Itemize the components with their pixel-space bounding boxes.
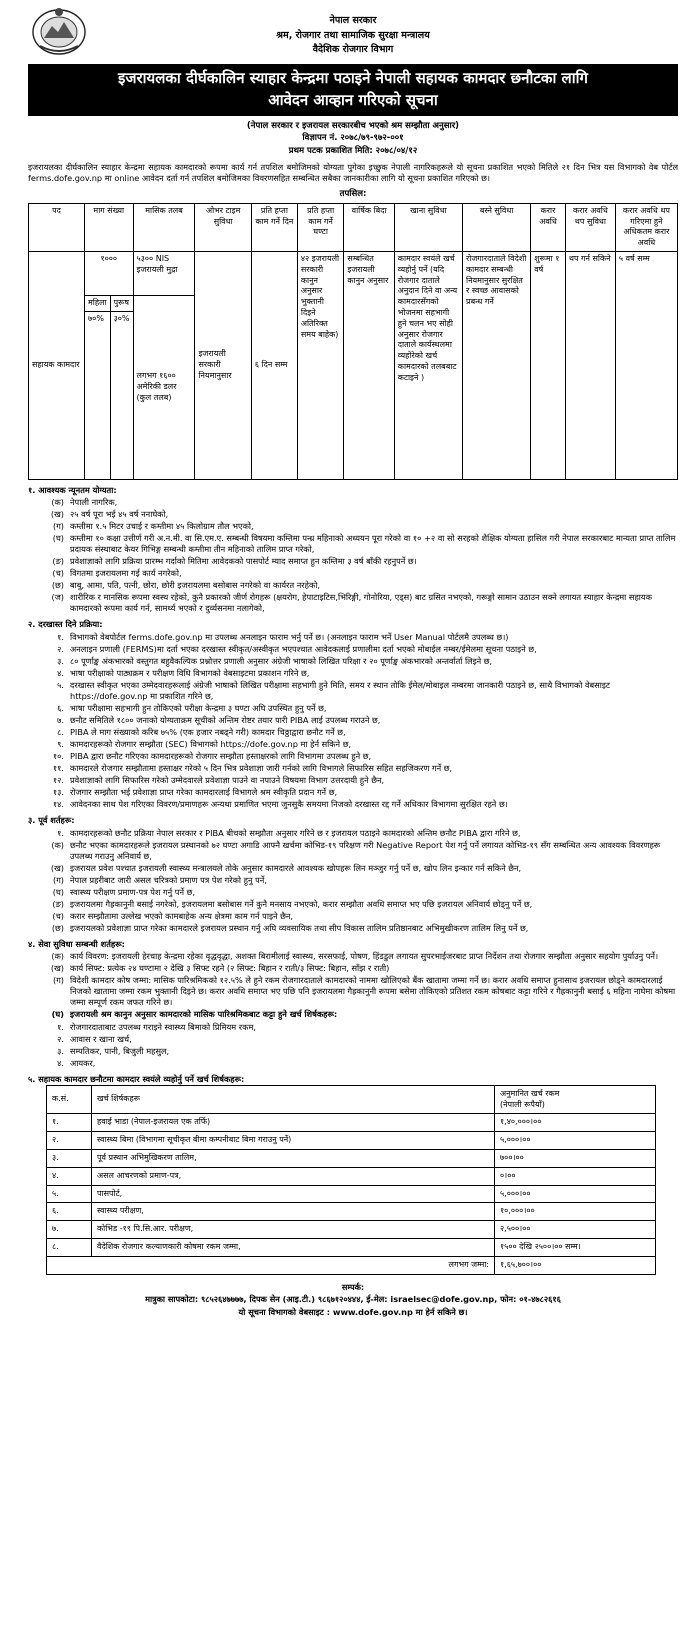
details-table [28,203,678,480]
demand-cell: १००० [85,251,134,295]
col-amount: अनुमानित खर्च रकम (नेपाली रूपैयाँ) [495,1085,656,1114]
section-4-gha-title: (घ) इजरायली श्रम कानुन अनुसार कामदारको मासिक पारिश्रमिकबाट कट्टा हुने खर्च शिर्षकहरू: [51,1009,338,1020]
contract-cell: शुरूमा १ वर्ष [531,251,566,479]
section-2-list [28,632,678,811]
list-item: २. आवास र खाना खर्च, [57,1033,132,1044]
banner-line1: इजरायलका दीर्घकालिन स्याहार केन्द्रमा पठाइने नेपाली सहायक कामदार छनौटका लागि [118,69,588,88]
gov-name: नेपाल सरकार [329,15,377,26]
list-item: ३. ८० पूर्णाङ्क अंकभारको वस्तुगत बहुवैकल्पिक प्रश्नोत्तर प्रणाली अनुसार अंग्रेजी भाषाको लिखित परिक्षा र २० पूर्णाङ्क अंकभारको अन्तर्वार्ता लिइने छ, [57,655,493,666]
list-item: ३. सम्पतिकर, पानी, बिजुली महसुल, [57,1045,170,1056]
total-row [47,1256,656,1274]
col-hours: प्रति हप्ता काम गर्ने घण्टा [297,203,344,251]
published-date: प्रथम पटक प्रकाशित मिति: २०७८/०४/१२ [288,146,418,157]
list-item: (ख) इजरायल प्रवेश पश्चात इजरायली स्वास्थ्य मन्त्रालयले तोके अनुसार कामदारले आवश्यक खोपहरू लिन मञ्जुर गर्नु पर्ने छ, खोप लिन इन्कार गर्न सकिने छैन, [50,862,522,873]
section-4-title [28,939,678,950]
contact-line: मात्रुका सापकोटा: ९८५२६४७७७७, दिपक सेन (आइ.टी.) ९८६७१२०४४४, ई-मेल: israelsec@dofe.gov.np, फोन: ०१-४७८२६१६ [145,1294,561,1305]
list-item: १४. आवेदनका साथ पेश गरिएका विवरण/प्रमाणहरू अन्यथा प्रमाणित भएमा जुनसुकै समयमा निजको दरखास्त रद्द गर्ने अधिकार विभागमा सुरक्षित रहने छ। [52,799,508,810]
list-item: (ख) २५ वर्ष पूरा भई ४५ वर्ष ननाघेको, [50,508,169,519]
col-salary: मासिक तलब [133,203,195,251]
table-row: ३. पूर्व प्रस्थान अभिमुखिकरण तालिम, ७००।०० [47,1150,656,1168]
list-item: (छ) इजरायलको प्रवेशाज्ञा प्राप्त गरेका कामदारले इजरायल प्रस्थान गर्नु अघि व्यवसायिक तथा सीप विकास तालिम प्रतिष्ठानबाट अभिमुखीकरण तालिम लिनु पर्ने छ, [51,923,529,934]
section-2-title [28,619,678,630]
list-item: (घ) स्वास्थ्य परीक्षण प्रमाण-पत्र पेश गर्नु पर्ने छ, [52,886,195,897]
ministry-name: श्रम, रोजगार तथा सामाजिक सुरक्षा मन्त्रालय [276,29,430,41]
section-number: ४. [28,939,36,950]
list-item: २. अनलाइन प्रणाली (FERMS)मा दर्ता भएका दरखास्त स्वीकृत/अस्वीकृत भएपश्चात आवेदकलाई प्रणालीमा दर्ता भएको मोबाईल नम्बर/ईमेलमा सूचना पठाइने छ, [57,643,537,654]
section-5-title: ५. सहायक कामदार छनौटमा कामदार स्वयंले व्यहोर्नु पर्ने खर्च शिर्षकहरू: [28,1073,245,1084]
col-sn: क.सं. [47,1085,92,1114]
total-amount: १,६५,७००।०० [495,1256,656,1274]
col-housing: बस्ने सुविधा [463,203,531,251]
list-item: ११. कामदारले रोजगार सम्झौतामा हस्ताक्षर गरेको ५ दिन भित्र प्रवेशाज्ञा जारी गर्नको लागि विभागले सिफारिस सहित सहजिकरण गर्ने छ, [52,763,453,774]
list-item: (छ) बाबु, आमा, पति, पत्नी, छोरा, छोरी इजरायलमा बसोबास नगरेको वा कार्यरत नरहेको, [51,580,320,591]
contact-block [28,1281,678,1319]
leave-cell: सम्बन्धित इजरायली कानुन अनुसार [344,251,394,479]
section-1-list [28,497,678,615]
list-item: (ग) विदेशी कामदार कोष जम्मा: मासिक पारिश्रमिकको १२.५% ले हुने रकम रोजगारदाताले कामदारको नाममा खोलिएको बैंक खातामा जम्मा गर्ने छ। करार अवधि समाप्त हुनासाथ इजरायल छोड्ने कामदारलाई निजको खातामा जम्मा रकम भुक्तानी दिइने छ। करार अवधि समाप्त भए पछि पनि इजरायलमा गैह्रकानुनी रूपमा बसेमा तोकिएको प्रतिशत रकम कोषबाट कट्टा गरिने र गैह्रकानुनी बसाई ६ महिना नाघेमा कोषमा जम्मा सम्पूर्ण रकम जफत गरिने छ। [53,975,676,1008]
table-caption: तपसिल: [339,189,367,200]
list-item: १३. रोजगार सम्झौता भई प्रवेशाज्ञा प्राप्त गरेका कामदारलाई विभागले श्रम स्वीकृति प्रदान गर्ने छ, [52,787,338,798]
list-item: ५. दरखास्त स्वीकृत भएका उम्मेदवारहरूलाई अंग्रेजी भाषाको लिखित परीक्षामा सहभागी हुने मिति, समय र स्थान तोकि ईमेल/मोबाइल नम्बरमा जानकारी पठाइने छ, साथै विभागको वेबसाइट https://dofe.gov.np मा प्रकाशित गरिने छ, [57,679,611,701]
total-label: लगभग जम्मा: [47,1256,495,1274]
list-item: (च) करार सम्झौतामा उल्लेख भएको कामबाहेक अन्य क्षेत्रमा काम गर्न पाइने छैन, [52,910,294,921]
cost-header-row [47,1085,656,1114]
subtitle-block [28,120,678,158]
table-row: १. हवाई भाडा (नेपाल-इजरायल एक तर्फि) १,४०,०००।०० [47,1114,656,1132]
section-number: २. [28,619,36,630]
col-contract: करार अवधि [531,203,566,251]
col-demand: माग संख्या [85,203,134,251]
list-item: (क) नेपाली नागरिक, [51,496,118,507]
section-number: १. [28,484,36,495]
table-row: ५. पासपोर्ट, ५,०००।०० [47,1185,656,1203]
list-item: ४. आयकर, [57,1057,96,1068]
notice-number: विज्ञापन नं. २०७८/७९-९७२-००१ [302,133,404,144]
col-extension: करार अवधि थप सुविधा [565,203,615,251]
salary-nis-cell: ५३०० NIS इजरायली मुद्रा [133,251,195,295]
list-item: (ङ) प्रवेशाज्ञाको लागि प्रक्रिया प्रारम्भ गर्दाको मितिमा आवेदकको पासपोर्ट म्याद समाप्त हुन कम्तिमा ३ वर्ष बाँकी रहनुपर्ने छ। [52,556,417,567]
list-item: ९. कामदारहरूको रोजगार सम्झौता (SEC) विभागको https://dofe.gov.np मा हेर्न सकिने छ, [57,739,352,750]
col-max: करार अवधि थप गरिएमा हुने अधिकतम करार अवधि [615,203,677,251]
list-item: १२. प्रवेशाज्ञाको लागि सिफारिस गरेको उम्मेदवारले प्रवेशाज्ञा पाउने वा नपाउने विषयमा विभाग उत्तरदायी हुने छैन, [52,775,385,786]
section-title: पूर्व शर्तहरू: [38,815,75,826]
list-item: (ग) नेपाल प्रहरीबाट जारी असल चरित्रको प्रमाण पत्र पेश गरेको हुनु पर्ने, [53,874,267,885]
overtime-cell: इजरायली सरकारी नियमानुसार [195,251,251,479]
col-item: खर्च शिर्षकहरू [92,1085,495,1114]
section-4-gha-list [28,1022,678,1069]
male-pct: ३०% [110,311,133,479]
department-name: वैदेशिक रोजगार विभाग [312,44,394,56]
list-item: (च) विगतमा इजरायलमा गई कार्य नगरेको, [52,568,182,579]
list-item: ४. भाषा परीक्षाको पाठ्यक्रम र परीक्षण विधि विभागको वेबसाइटमा प्रकाशन गरिने छ, [57,667,310,678]
section-3-title [28,815,678,826]
list-item: १. कामदारहरूको छनौट प्रक्रिया नेपाल सरकार र PIBA बीचको सम्झौता अनुसार गरिने छ र इजरायल पठाइने कामदारको अन्तिम छनौट PIBA द्वारा गरिने छ, [57,827,521,838]
section-4-list [28,951,678,1008]
table-row: २. स्वास्थ्य बिमा (विभागमा सूचीकृत बीमा कम्पनीबाट बिमा गराउनु पर्ने) ५,०००।०० [47,1132,656,1150]
food-cell: कामदार स्वयंले खर्च व्यहोर्नु पर्ने (यदि रोजगार दाताले अनुदान दिने वा अन्य कामदारसँगको भोजनमा सहभागी हुने चलन भए सोही अनुसार रोजगार दाताले कार्यस्थलमा व्यहोरेको खर्च कामदारको तलबबाट कटाइने ) [394,251,462,479]
section-title: सेवा सुविधा सम्बन्धी शर्तहरू: [38,939,125,950]
table-row: ७. कोभिड -१९ पि.सि.आर. परीक्षण, २,५००।०० [47,1221,656,1239]
banner-line2: आवेदन आव्हान गरिएको सूचना [268,90,438,109]
list-item: ८. PIBA ले माग संख्याको करिब ७५% (एक हजार नबढ्ने गरी) कामदार चिठ्ठाद्वारा छनौट गर्ने छ, [57,727,346,738]
post-cell: सहायक कामदार [29,251,85,479]
section-3-list [28,828,678,935]
list-item: (क) छनौट भएका कामदारहरूले इजरायल प्रस्थानको ७२ घण्टा अगाडि आफ्नै खर्चमा कोभिड-१९ परिक्षण गरी Negative Report पेश गर्नु पर्ने लगायत कोभिड-१९ सँग सम्बन्धित अन्य आवश्यक विवरणहरू उपलब्ध गराउनु अनिवार्य छ, [51,839,661,861]
agreement-note: (नेपाल सरकार र इजरायल सरकारबीच भएको श्रम सम्झौता अनुसार) [246,120,460,131]
col-days: प्रति हप्ता काम गर्ने दिन [251,203,297,251]
max-cell: ५ वर्ष सम्म [615,251,677,479]
list-item: (ज) शारीरिक र मानसिक रूपमा स्वस्थ रहेको, कुनै प्रकारको जीर्ण रोगहरू (क्षयरोग, हेपाटाइटिस,भिरिङ्गी, गोनोरिया, एड्स) बाट ग्रसित नभएको, गरूङ्गो सामान उठाउन सक्ने लगायत स्याहार केन्द्रमा सहायक कामदारको रूपमा कार्य गर्न, सामर्थ्य भएको र दुर्व्यसनमा नलागेको, [51,592,652,614]
table-row [29,251,678,295]
list-item: (ग) कम्तीमा १.५ मिटर उचाई र कम्तीमा ४५ किलोग्राम तौल भएको, [53,520,254,531]
table-header-row [29,203,678,251]
list-item: १. विभागको वेबपोर्टल ferms.dofe.gov.np मा उपलब्ध अनलाइन फाराम भर्नु पर्ने छ। (अनलाइन फाराम भर्ने User Manual पोर्टलमै उपलब्ध छ।) [57,631,509,642]
table-row: ८. वैदेशिक रोजगार कल्याणकारी कोषमा रकम जम्मा, १५०० देखि २५००।०० सम्म। [47,1239,656,1257]
list-item: (ख) कार्य सिफ्ट: प्रत्येक २४ घण्टामा २ देखि ३ सिफ्ट रहने (२ सिफ्ट: बिहान र राती/३ सिफ्ट: बिहान, साँझ र राती) [50,963,390,974]
col-leave: वार्षिक बिदा [344,203,394,251]
list-item: ६. भाषा परीक्षामा सहभागी हुन तोकिएको परीक्षा केन्द्रमा ३ घण्टा अघि उपस्थित हुनु पर्ने छ, [57,702,327,713]
section-title: दरखास्त दिने प्रक्रिया: [38,619,103,630]
table-row: ६. स्वास्थ्य परीक्षण, १०,०००।०० [47,1203,656,1221]
male-label: पुरूष [110,295,133,311]
section-number: ३. [28,815,36,826]
section-title: आवश्यक न्यूनतम योग्यता: [38,484,117,495]
salary-usd-cell: लगभग १६०० अमेरिकी डलर (कुल तलब) [133,295,195,479]
website-note: यो सूचना विभागको वेबसाइट : www.dofe.gov.np मा हेर्न सकिने छ। [238,1307,468,1317]
days-cell: ६ दिन सम्म [251,251,297,479]
intro-paragraph: इजरायलका दीर्घकालिन स्याहार केन्द्रमा सहायक कामदारको रूपमा कार्य गर्न तपशिल बमोजिमको योग्यता पुगेका इच्छुक नेपाली नागरिकहरूले यो सूचना प्रकाशित भएको मितिले २१ दिन भित्र यस विभागको वेब पोर्टल ferms.dofe.gov.np मा online आवेदन दर्ता गर्न तपशिल बमोजिमका विवरणसहित सम्बन्धित सबैका जानकारीका लागि यो सूचना प्रकाशित गरिएको छ। [28,161,678,183]
col-post: पद [29,203,85,251]
table-row: ४. असल आचरणको प्रमाण-पत्र, ०।०० [47,1167,656,1185]
female-pct: ७०% [85,311,111,479]
list-item: १. रोजगारदाताबाट उपलब्ध गराइने स्वास्थ्य बिमाको प्रिमियम रकम, [57,1021,256,1032]
list-item: (घ) कम्तीमा १० कक्षा उत्तीर्ण गरी अ.न.मी. वा सि.एम.ए. सम्बन्धी विषयमा कम्तिमा पन्ध्र महिनाको अध्ययन पूरा गरेको वा १० +२ वा सो सरहको शैक्षिक योग्यता हासिल गरी नेपाल सरकारबाट मान्यता प्राप्त तालिम प्रदायक संस्थाबाट केयर गिभिङ्ग सम्बन्धी कम्तीमा तीन महिनाको तालिम प्राप्त गरेको, [52,533,676,555]
section-1-title [28,485,678,496]
cost-table [46,1085,656,1275]
list-item: १०. PIBA द्वारा छनौट गरिएका कामदारहरूको रोजगार सम्झौता हस्ताक्षरको लागि विभागमा उपलब्ध हुने छ, [52,751,372,762]
col-food: खाना सुविधा [394,203,462,251]
list-item: ७. छनौट समितिले १८०० जनाको योग्यताक्रम सूचीको अन्तिम रोष्टर तयार पारी PIBA लाई उपलब्ध गराउने छ, [57,714,381,725]
list-item: (ङ) इजरायलमा गैह्रकानुनी बसाई नगरेको, इजरायलमा बसोबास गर्ने कुनै मनसाय नभएको, करार सम्झौता अवधि समाप्त भए पछि इजरायल अनिवार्य छोड्नु पर्ने छ, [52,898,533,909]
female-label: महिला [85,295,111,311]
hours-cell: ४२ इजरायली सरकारी कानुन अनुसार भुक्तानी दिइने अतिरिक्त समय बाहेक) [297,251,344,479]
list-item: (क) कार्य विवरण: इजरायली हेरचाह केन्द्रमा रहेका वृद्धवृद्धा, अशक्त बिरामीलाई स्वास्थ्य, सरसफाई, पोषण, हिंडडुल लगायत सुपरभाईजरबाट प्राप्त निर्देशन तथा रोजगार सम्झौता अनुसार सहयोग पुर्याउनु पर्ने। [51,951,659,962]
extension-cell: थप गर्न सकिने [565,251,615,479]
housing-cell: रोजगारदाताले विदेशी कामदार सम्बन्धी नियमानुसार सुरक्षित र स्वच्छ आवासको प्रबन्ध गर्ने [463,251,531,479]
contact-title: सम्पर्क: [341,1281,365,1292]
notice-title-banner [28,64,678,116]
header [28,6,678,58]
notice-page [28,6,678,1319]
col-overtime: ओभर टाइम सुविधा [195,203,251,251]
